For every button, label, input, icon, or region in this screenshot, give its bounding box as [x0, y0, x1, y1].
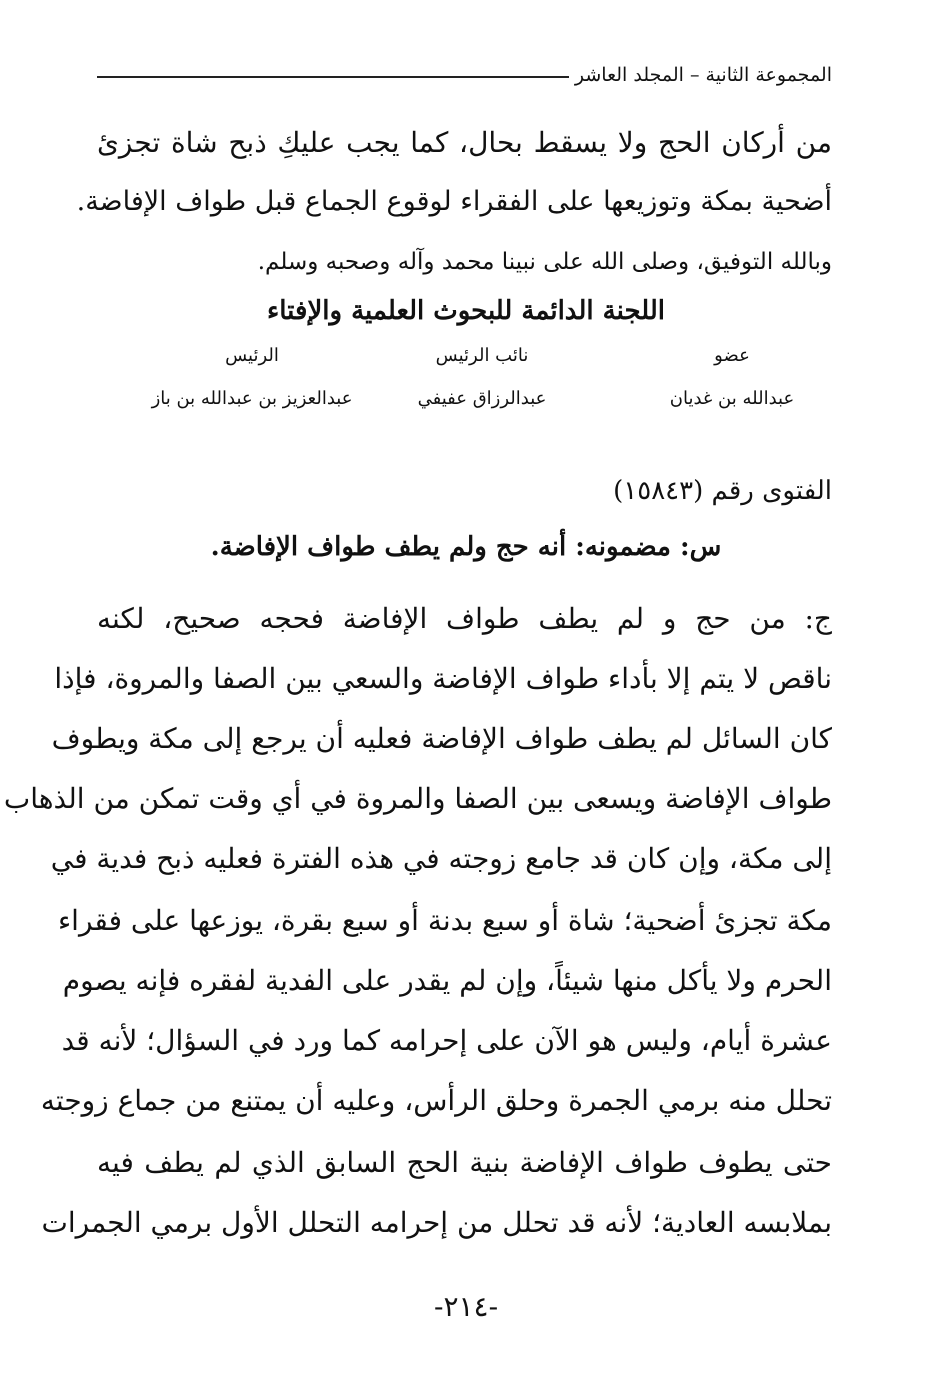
answer-line: عشرة أيام، وليس هو الآن على إحرامه كما ورد في السؤال؛ لأنه قد [61, 1024, 832, 1057]
closing-prayer: وبالله التوفيق، وصلى الله على نبينا محمد وآله وصحبه وسلم. [257, 249, 832, 275]
header-rule [97, 76, 569, 78]
answer-line: تحلل منه برمي الجمرة وحلق الرأس، وعليه أن يمتنع من جماع زوجته [40, 1084, 832, 1117]
page-number: -٢١٤- [433, 1290, 499, 1323]
signatory-role: عضو [714, 345, 750, 366]
running-header [97, 64, 832, 86]
answer-line: مكة تجزئ أضحية؛ شاة أو سبع بدنة أو سبع بقرة، يوزعها على فقراء [58, 904, 832, 937]
answer-line: طواف الإفاضة ويسعى بين الصفا والمروة في أي وقت تمكن من الذهاب [3, 782, 832, 815]
answer-line: الحرم ولا يأكل منها شيئاً، وإن لم يقدر على الفدية لفقره فإنه يصوم [62, 964, 832, 997]
body-line: أضحية بمكة وتوزيعها على الفقراء لوقوع الجماع قبل طواف الإفاضة. [76, 186, 832, 217]
signatory-role: نائب الرئيس [435, 345, 529, 366]
answer-line: ناقص لا يتم إلا بأداء طواف الإفاضة والسعي بين الصفا والمروة، فإذا [54, 662, 832, 695]
signatory-name: عبدالعزيز بن عبدالله بن باز [151, 388, 353, 409]
answer-line: ج: من حج و لم يطف طواف الإفاضة فحجه صحيح، لكنه [97, 602, 832, 635]
signatory-president [122, 345, 382, 409]
signatory-name: عبدالله بن غديان [669, 388, 795, 409]
running-title: المجموعة الثانية – المجلد العاشر [574, 64, 832, 86]
answer-line: حتى يطوف طواف الإفاضة بنية الحج السابق الذي لم يطف فيه [97, 1146, 832, 1179]
committee-name: اللجنة الدائمة للبحوث العلمية والإفتاء [267, 296, 665, 326]
answer-line: كان السائل لم يطف طواف الإفاضة فعليه أن يرجع إلى مكة ويطوف [51, 722, 832, 755]
signatory-name: عبدالرزاق عفيفي [417, 388, 547, 409]
signatory-vice-president [392, 345, 572, 409]
signatory-member [632, 345, 832, 409]
body-line: من أركان الحج ولا يسقط بحال، كما يجب عليكِ ذبح شاة تجزئ [97, 126, 832, 159]
answer-line: إلى مكة، وإن كان قد جامع زوجته في هذه الفترة فعليه ذبح فدية في [50, 842, 832, 875]
fatwa-number: الفتوى رقم (١٥٨٤٣) [613, 476, 832, 506]
fatwa-question: س: مضمونه: أنه حج ولم يطف طواف الإفاضة. [210, 532, 722, 562]
answer-line: بملابسه العادية؛ لأنه قد تحلل من إحرامه التحلل الأول برمي الجمرات [41, 1206, 832, 1239]
signatory-role: الرئيس [225, 345, 279, 366]
